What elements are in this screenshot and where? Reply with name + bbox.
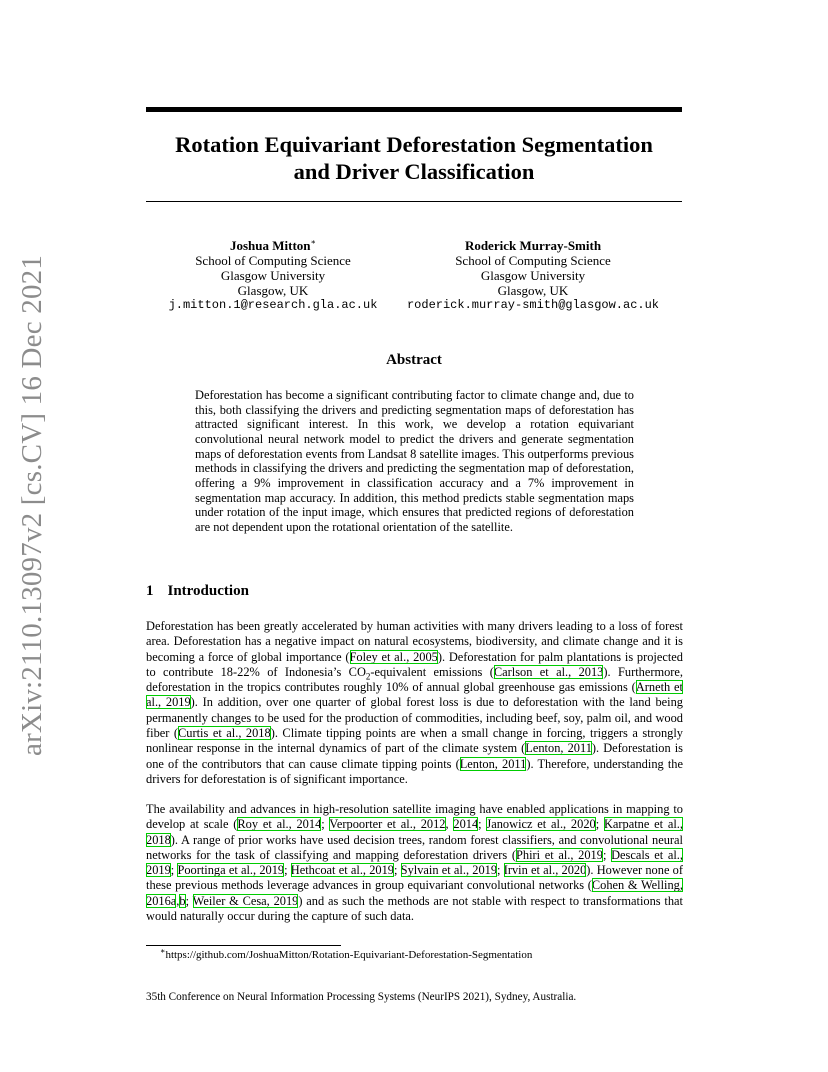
conference-note: 35th Conference on Neural Information Processing Systems (NeurIPS 2021), Sydney, Australia.: [146, 991, 577, 1003]
citation-link[interactable]: Janowicz et al., 2020: [486, 817, 596, 832]
author-university: Glasgow University: [480, 268, 586, 283]
citation-link[interactable]: Verpoorter et al., 2012: [329, 817, 446, 832]
citation-link[interactable]: Hethcoat et al., 2019: [290, 863, 395, 878]
citation-separator: ;: [478, 817, 487, 832]
author-email[interactable]: j.mitton.1@research.gla.ac.uk: [168, 298, 378, 312]
paragraph-text: ). Climate tipping points are when a small change in forcing, triggers a strongly nonlinear response in the internal dynamics of part of the climate system (: [146, 726, 683, 756]
arxiv-identifier: arXiv:2110.13097v2 [cs.CV] 16 Dec 2021: [16, 254, 48, 756]
author-name: Roderick Murray-Smith: [464, 238, 602, 253]
intro-paragraph-2: [146, 802, 683, 924]
intro-paragraph-1: [146, 619, 683, 787]
citation-link[interactable]: Phiri et al., 2019: [516, 847, 603, 862]
author-email[interactable]: roderick.murray-smith@glasgow.ac.uk: [406, 298, 660, 312]
title-line-2: and Driver Classification: [293, 159, 535, 184]
paragraph-text: ). A range of prior works have used decision trees, random forest classifiers, and convolutional neural networks for the task of classifying and mapping deforestation drivers (: [146, 832, 683, 862]
paragraph-text: -equivalent emissions (: [370, 664, 494, 679]
paragraph-text: ) and as such the methods are not stable with respect to transformations that would naturally occur during the capture of such data.: [146, 893, 684, 924]
title-top-rule: [146, 107, 682, 112]
footnote-url[interactable]: https://github.com/JoshuaMitton/Rotation-Equivariant-Deforestation-Segmentation: [165, 949, 533, 961]
author-department: School of Computing Science: [455, 253, 611, 268]
abstract-text: Deforestation has become a significant contributing factor to climate change and, due to this, both classifying the drivers and predicting segmentation maps of deforestation has attracted significant interest. In this work, we develop a rotation equivariant convolutional neural network model to predict the drivers and generate segmentation maps of deforestation events from Landsat 8 satellite images. This outperforms previous methods in classifying the drivers and predicting the segmentation map of deforestation, offering a 9% improvement in classification accuracy and a 7% improvement in segmentation map accuracy. In addition, this method predicts stable segmentation maps under rotation of the input image, which ensures that predicted regions of deforestation are not dependent upon the rotational orientation of the satellite.: [195, 388, 634, 534]
footnote: [160, 948, 532, 962]
citation-link[interactable]: Weiler & Cesa, 2019: [192, 893, 299, 908]
section-title: Introduction: [167, 583, 249, 599]
paragraph-text: ). Deforestation is one of the contributors that can cause climate tipping points (: [146, 741, 683, 771]
citation-separator: ;: [284, 863, 291, 878]
paper-title: [146, 131, 682, 185]
citation-separator: ;: [497, 863, 504, 878]
citation-link[interactable]: Sylvain et al., 2019: [400, 863, 498, 878]
paragraph-text: Deforestation has been greatly accelerated by human activities with many drivers leading to a loss of forest area. Deforestation has a negative impact on natural ecosystems, biodiversity, and climate change and it is becoming a force of global importance (: [146, 619, 683, 664]
footnote-mark: ∗: [160, 946, 166, 956]
author-name: Joshua Mitton: [230, 238, 311, 253]
paragraph-text: ). However none of these previous methods leverage advances in group equivariant convolutional networks (: [146, 863, 683, 893]
subscript: 2: [365, 671, 371, 682]
citation-separator: ;: [170, 863, 178, 878]
citation-link[interactable]: Foley et al., 2005: [349, 649, 438, 664]
paragraph-text: ). In addition, over one quarter of global forest loss is due to deforestation with the land being permanently changes to be used for the production of commodities, including beef, soy, palm oil, and wood fiber (: [146, 695, 683, 741]
section-heading-introduction: [146, 583, 249, 600]
abstract-heading: Abstract: [386, 352, 442, 368]
citation-link[interactable]: b: [179, 893, 186, 908]
citation-link[interactable]: Carlson et al., 2013: [493, 664, 604, 679]
citation-separator: ,: [176, 893, 180, 908]
author-location: Glasgow, UK: [237, 283, 309, 298]
paragraph-text: ). Furthermore, deforestation in the tropics contributes roughly 10% of annual global greenhouse gas emissions (: [146, 664, 684, 695]
footnote-rule: [146, 945, 341, 946]
citation-link[interactable]: Irvin et al., 2020: [503, 863, 587, 878]
citation-link[interactable]: Lenton, 2011: [459, 756, 527, 771]
title-bottom-rule: [146, 201, 682, 202]
citation-link[interactable]: Poortinga et al., 2019: [177, 863, 285, 878]
paragraph-text: ). Therefore, understanding the drivers for deforestation is of significant importance.: [146, 756, 683, 786]
citation-separator: ;: [595, 817, 604, 832]
author-block-1: [160, 238, 386, 313]
author-block-2: [398, 238, 668, 313]
section-number: 1: [146, 583, 154, 599]
paragraph-text: The availability and advances in high-resolution satellite imaging have enabled applications in mapping to develop at scale (: [146, 802, 683, 832]
citation-link[interactable]: Arneth et al., 2019: [146, 680, 683, 710]
citation-separator: ;: [602, 847, 612, 862]
title-line-1: Rotation Equivariant Deforestation Segmentation: [175, 132, 653, 157]
author-location: Glasgow, UK: [497, 283, 569, 298]
author-department: School of Computing Science: [195, 253, 351, 268]
citation-link[interactable]: 2014: [453, 817, 479, 832]
citation-link[interactable]: Karpatne et al., 2018: [146, 817, 684, 847]
footnote-mark[interactable]: ∗: [310, 237, 316, 247]
citation-separator: ;: [321, 817, 330, 832]
paragraph-text: ). Deforestation for palm plantations is projected to contribute 18-22% of Indonesia’s CO: [146, 649, 684, 679]
citation-link[interactable]: Descals et al., 2019: [146, 847, 683, 878]
citation-link[interactable]: Cohen & Welling, 2016a: [146, 878, 683, 908]
citation-link[interactable]: Curtis et al., 2018: [178, 726, 271, 741]
citation-separator: ;: [394, 863, 401, 878]
citation-link[interactable]: Roy et al., 2014: [237, 817, 322, 832]
citation-link[interactable]: Lenton, 2011: [525, 741, 592, 756]
citation-separator: ;: [185, 893, 193, 908]
citation-separator: ,: [445, 817, 454, 832]
author-university: Glasgow University: [220, 268, 326, 283]
